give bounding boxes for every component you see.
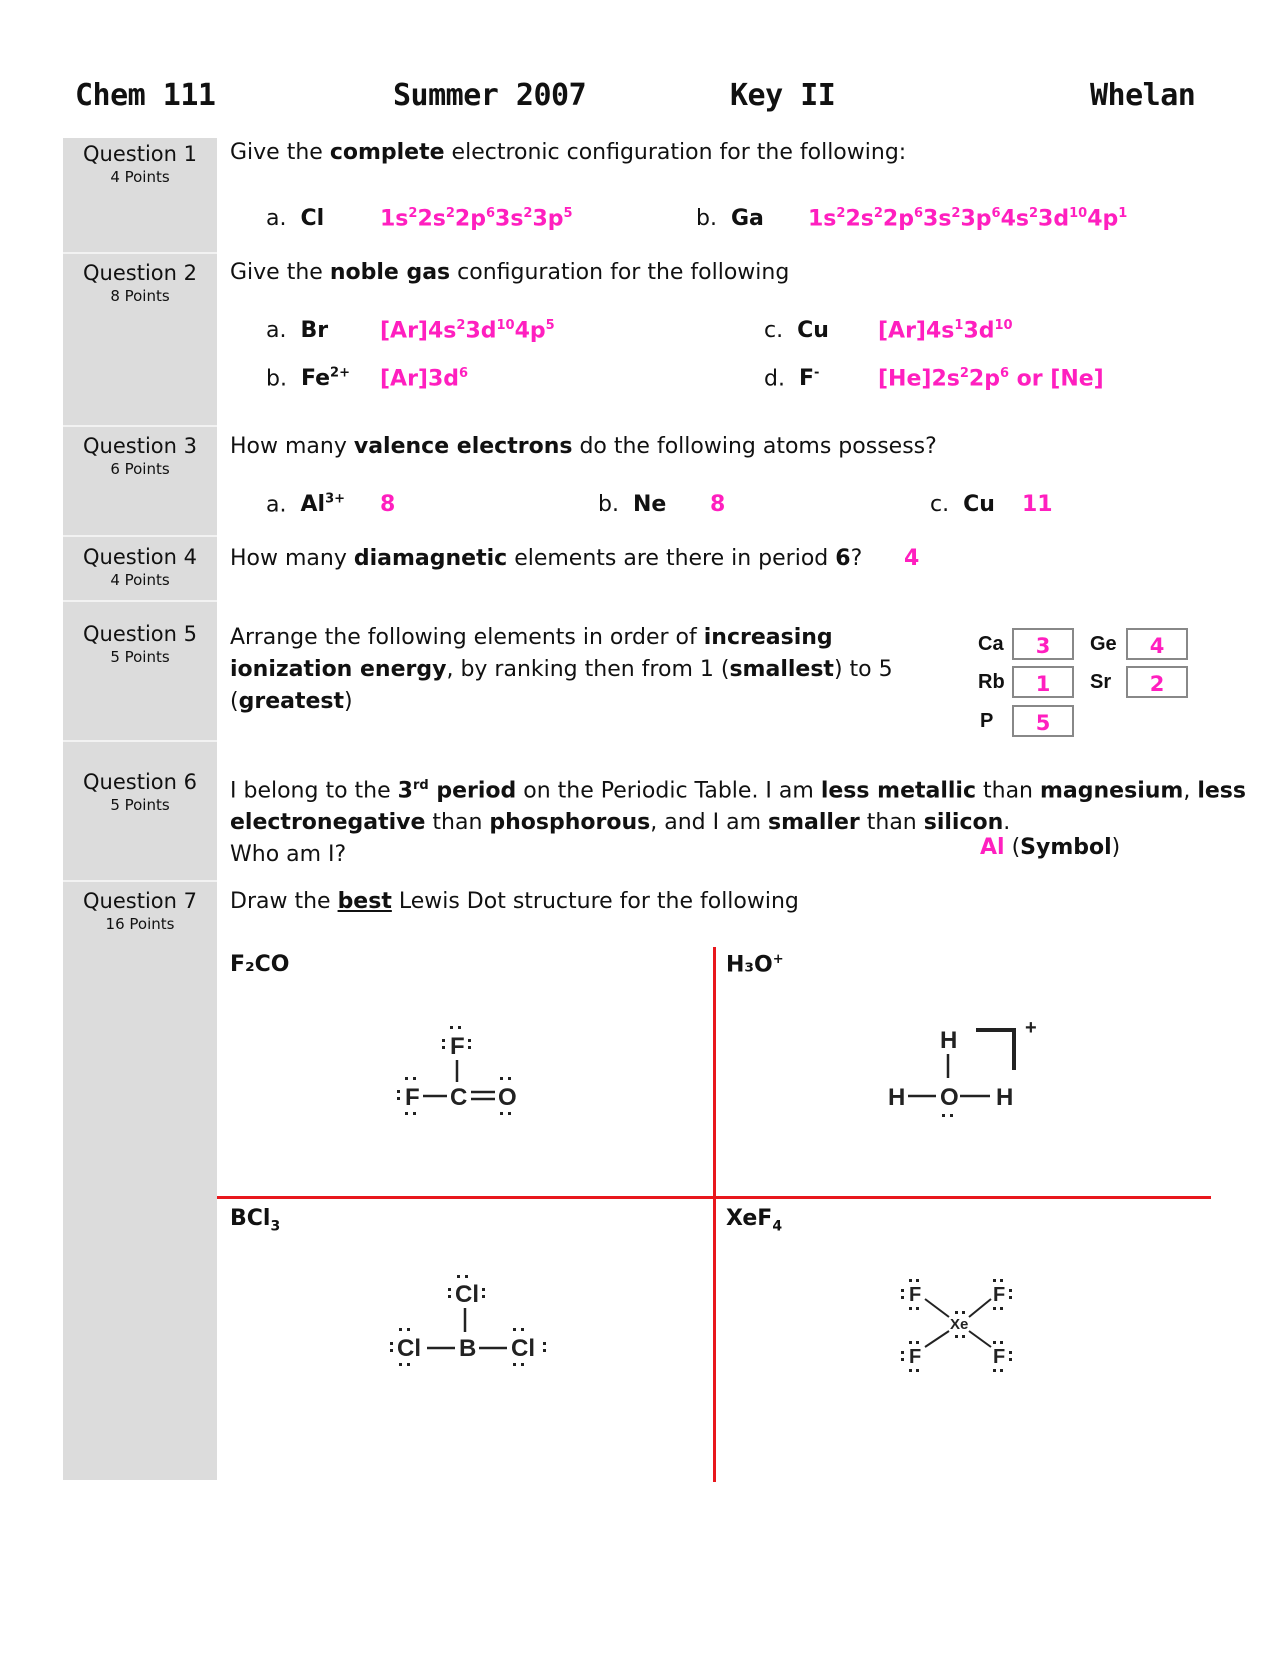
key-label: Key II	[730, 78, 836, 113]
q2-a: a. Br	[266, 318, 329, 343]
term: Summer 2007	[393, 78, 587, 113]
svg-text:Cl: Cl	[511, 1335, 535, 1362]
q5-el-sr: Sr	[1090, 671, 1112, 693]
instructor: Whelan	[1090, 78, 1196, 113]
q6-answer: Al (Symbol)	[980, 835, 1121, 860]
q5-el-ca: Ca	[978, 633, 1004, 655]
q5-el-rb: Rb	[978, 671, 1005, 693]
question-label: Question 5 5 Points	[83, 622, 197, 666]
h3o-label: H₃O+	[726, 952, 784, 978]
svg-text:F: F	[993, 1284, 1006, 1306]
q1-prompt: Give the complete electronic configuration for the following:	[230, 140, 907, 165]
f2co-lewis-structure	[390, 1020, 540, 1140]
q1-a: a. Cl	[266, 206, 325, 231]
bcl3-label: BCl$_3$	[230, 1206, 281, 1235]
course-title: Chem 111	[75, 78, 216, 113]
q7-prompt: Draw the best Lewis Dot structure for the following	[230, 889, 799, 914]
q4-prompt: How many diamagnetic elements are there in period 6?	[230, 546, 863, 571]
q2-prompt: Give the noble gas configuration for the following	[230, 260, 790, 285]
svg-text:O: O	[940, 1084, 959, 1111]
q3-b: b. Ne	[598, 492, 667, 517]
question-label: Question 4 4 Points	[83, 545, 197, 589]
grid-horizontal-line	[217, 1196, 1211, 1199]
svg-text:H: H	[940, 1027, 958, 1054]
divider	[63, 535, 217, 537]
divider	[63, 740, 217, 742]
q5-rank-ca: 3	[1012, 628, 1074, 660]
question-label: Question 7 16 Points	[83, 889, 197, 933]
question-label: Question 6 5 Points	[83, 770, 197, 814]
q5-rank-ge: 4	[1126, 628, 1188, 660]
q4-answer: 4	[904, 546, 920, 571]
bcl3-lewis-structure	[385, 1270, 555, 1380]
q2-a-answer: $[Ar]4s^23d^{10}4p^5$	[380, 318, 555, 344]
grid-vertical-line	[713, 947, 716, 1482]
q3-b-answer: 8	[710, 492, 726, 517]
q3-a-answer: 8	[380, 492, 396, 517]
svg-text:Cl: Cl	[455, 1281, 479, 1308]
question-label: Question 3 6 Points	[83, 434, 197, 478]
svg-text:F: F	[909, 1346, 922, 1368]
divider	[63, 880, 217, 882]
svg-text:Cl: Cl	[397, 1335, 421, 1362]
q3-prompt: How many valence electrons do the following atoms possess?	[230, 434, 937, 459]
svg-text:B: B	[459, 1335, 477, 1362]
q5-el-p: P	[980, 710, 994, 732]
svg-text:H: H	[996, 1084, 1014, 1111]
svg-text:+: +	[1025, 1017, 1037, 1039]
f2co-label: F₂CO	[230, 952, 290, 977]
q1-b-answer: $1s^22s^22p^63s^23p^64s^23d^{10}4p^1$	[808, 206, 1128, 232]
svg-text:F: F	[450, 1033, 465, 1060]
q5-prompt: Arrange the following elements in order of increasing ionization energy, by ranking then from 1 (smallest) to 5 (greatest)	[230, 625, 893, 714]
q1-a-answer: $1s^22s^22p^63s^23p^5$	[380, 206, 573, 232]
q5-rank-p: 5	[1012, 705, 1074, 737]
q3-a: a. $Al^{3+}$	[266, 492, 346, 518]
q2-c-answer: $[Ar]4s^13d^{10}$	[878, 318, 1013, 344]
xef4-lewis-structure	[895, 1265, 1035, 1385]
svg-text:H: H	[888, 1084, 906, 1111]
divider	[63, 425, 217, 427]
h3o-lewis-structure	[880, 1010, 1050, 1140]
svg-text:C: C	[450, 1084, 468, 1111]
q5-rank-rb: 1	[1012, 666, 1074, 698]
svg-text:O: O	[498, 1084, 517, 1111]
q5-rank-sr: 2	[1126, 666, 1188, 698]
xef4-label: XeF$_4$	[726, 1206, 783, 1235]
divider	[63, 252, 217, 254]
q3-c-answer: 11	[1022, 492, 1053, 517]
svg-text:F: F	[909, 1284, 922, 1306]
q5-el-ge: Ge	[1090, 633, 1117, 655]
q3-c: c. Cu	[930, 492, 995, 517]
q2-c: c. Cu	[764, 318, 829, 343]
question-label: Question 2 8 Points	[83, 261, 197, 305]
question-label: Question 1 4 Points	[83, 142, 197, 186]
svg-text:F: F	[993, 1346, 1006, 1368]
divider	[63, 600, 217, 602]
svg-text:Xe: Xe	[950, 1316, 969, 1333]
q1-b: b. Ga	[696, 206, 764, 231]
q2-d: d. F-	[764, 366, 820, 392]
q2-d-answer: $[He]2s^22p^6$ or [Ne]	[878, 366, 1104, 392]
q6-prompt: I belong to the 3rd period on the Periodic Table. I am less metallic than magnesium, less electronegative than phosphorous, and I am smaller than silicon. Who am I?	[230, 778, 1246, 868]
svg-text:F: F	[405, 1084, 420, 1111]
q2-b-answer: $[Ar]3d^6$	[380, 366, 469, 392]
q2-b: b. $Fe^{2+}$	[266, 366, 350, 392]
